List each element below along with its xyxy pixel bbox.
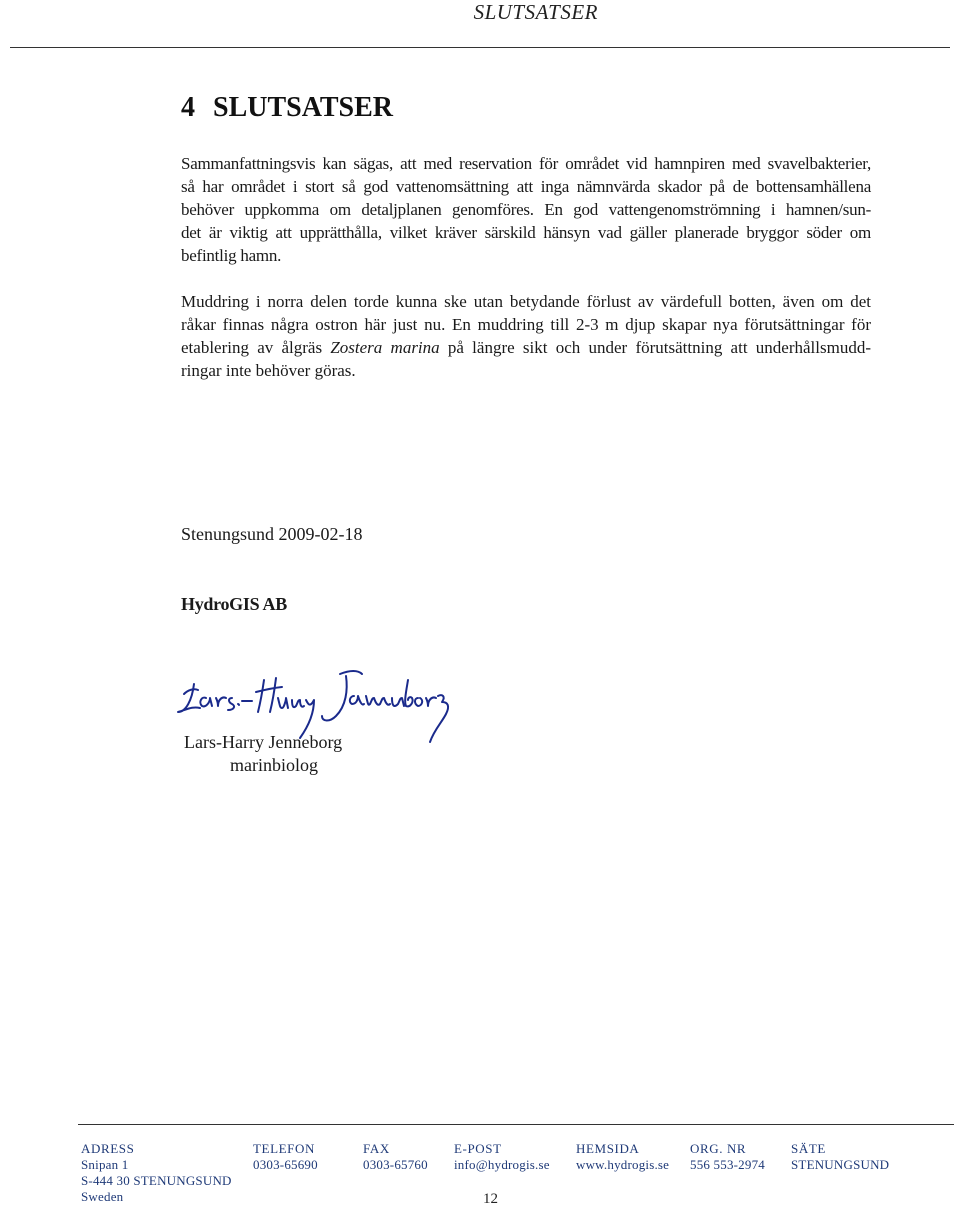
paragraph-line: ringar inte behöver göras.: [181, 361, 356, 380]
paragraph-line: behöver uppkomma om detaljplanen genomföres. En god vattengenomströmning i hamnen/sun-: [181, 200, 871, 219]
footer-seat-value: STENUNGSUND: [791, 1157, 890, 1172]
paragraph-line: befintlig hamn.: [181, 246, 282, 265]
paragraph-line: Muddring i norra delen torde kunna ske utan betydande förlust av värdefull botten, även om det: [181, 292, 871, 311]
place-and-date: Stenungsund 2009-02-18: [181, 524, 363, 544]
footer-seat: [791, 1141, 889, 1173]
page-number: 12: [483, 1191, 498, 1207]
signer-name: Lars-Harry Jenneborg: [184, 732, 343, 752]
paragraph-line: så har området i stort så god vattenomsättning att inga nämnvärda skador på de bottensamhällena: [181, 177, 871, 196]
chapter-heading: [181, 90, 393, 126]
signer-title: marinbiolog: [230, 755, 318, 775]
company-name: HydroGIS AB: [181, 594, 287, 614]
species-name: Zostera marina: [330, 338, 440, 357]
footer-org-number-label: ORG. NR: [690, 1141, 747, 1156]
paragraph-summary: [181, 152, 871, 267]
footer-website-label: HEMSIDA: [576, 1141, 640, 1156]
footer-website-value[interactable]: www.hydrogis.se: [576, 1157, 670, 1172]
footer-email: [454, 1141, 550, 1173]
paragraph-text: etablering av ålgräs: [181, 338, 331, 357]
footer-email-label: E-POST: [454, 1141, 502, 1156]
running-header-title: SLUTSATSER: [473, 0, 598, 24]
paragraph-line: [181, 336, 871, 359]
footer-rule: [78, 1124, 954, 1125]
footer-org-number: [690, 1141, 765, 1173]
footer-address-line: S-444 30 STENUNGSUND: [81, 1173, 232, 1188]
footer-fax-value: 0303-65760: [363, 1157, 428, 1172]
footer-fax: [363, 1141, 428, 1173]
paragraph-line: det är viktig att upprätthålla, vilket kräver särskild hänsyn vad gäller planerade bryggor söder om: [181, 223, 871, 242]
footer-phone-label: TELEFON: [253, 1141, 315, 1156]
footer-phone: [253, 1141, 318, 1173]
chapter-number: 4: [181, 92, 195, 123]
paragraph-line: Sammanfattningsvis kan sägas, att med reservation för området vid hamnpiren med svavelbakterier,: [181, 154, 871, 173]
header-rule: [10, 47, 950, 48]
footer-address-label: ADRESS: [81, 1141, 135, 1156]
footer-address-line: Sweden: [81, 1189, 124, 1204]
paragraph-dredging: [181, 290, 871, 382]
footer-website: [576, 1141, 669, 1173]
paragraph-line: råkar finnas några ostron här just nu. En muddring till 2-3 m djup skapar nya förutsättningar för: [181, 315, 871, 334]
footer-address: [81, 1141, 232, 1205]
paragraph-text: på längre sikt och under förutsättning att underhållsmudd-: [439, 338, 871, 357]
footer-seat-label: SÄTE: [791, 1141, 826, 1156]
footer-fax-label: FAX: [363, 1141, 390, 1156]
chapter-title-text: SLUTSATSER: [213, 92, 394, 123]
footer-address-line: Snipan 1: [81, 1157, 129, 1172]
footer-org-number-value: 556 553-2974: [690, 1157, 765, 1172]
footer-phone-value: 0303-65690: [253, 1157, 318, 1172]
footer-email-value[interactable]: info@hydrogis.se: [454, 1157, 550, 1172]
